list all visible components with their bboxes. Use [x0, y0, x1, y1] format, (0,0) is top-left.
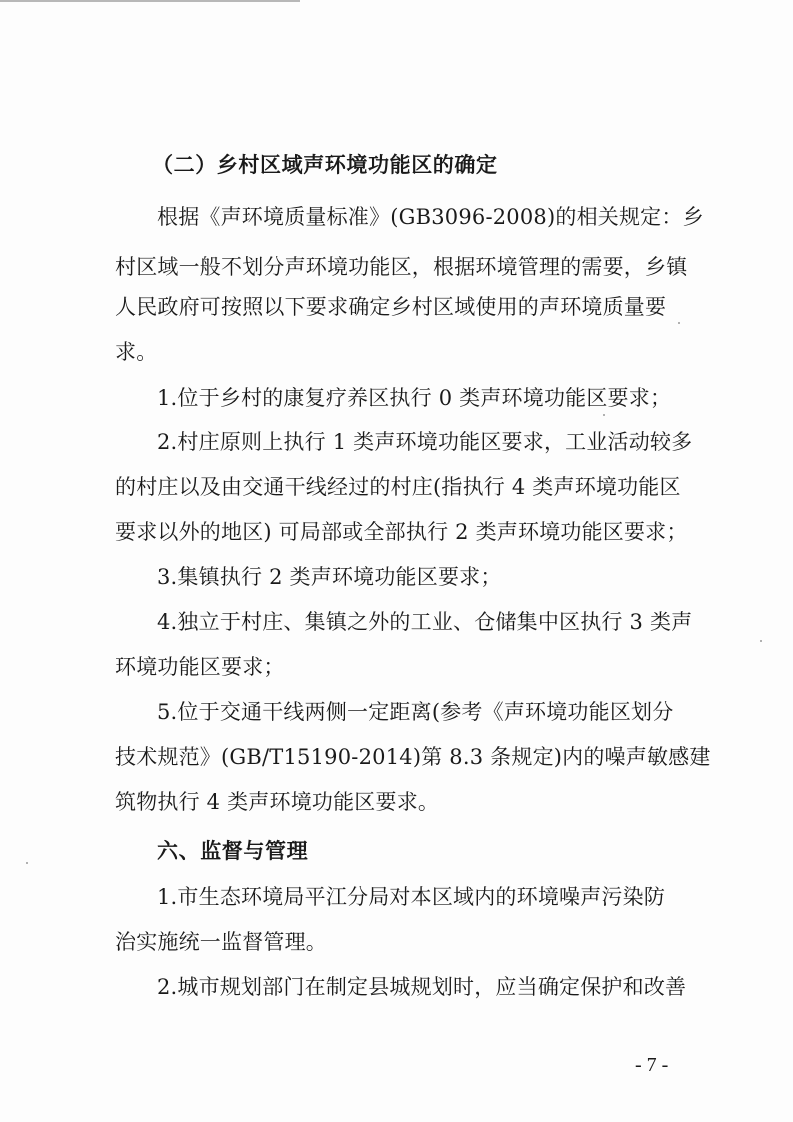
list-item: 1.市生态环境局平江分局对本区域内的环境噪声污染防: [157, 885, 666, 909]
paragraph-line: 村区域一般不划分声环境功能区，根据环境管理的需要，乡镇: [115, 255, 688, 279]
list-item-continuation: 治实施统一监督管理。: [115, 930, 327, 954]
list-item: 5.位于交通干线两侧一定距离(参考《声环境功能区划分: [157, 700, 674, 724]
list-item: 2.城市规划部门在制定县城规划时，应当确定保护和改善: [157, 975, 687, 999]
list-item-continuation: 环境功能区要求；: [115, 655, 285, 679]
section-heading-supervision: 六、监督与管理: [157, 839, 309, 863]
paragraph-line: 求。: [115, 340, 158, 364]
list-item-continuation: 技术规范》(GB/T15190-2014)第 8.3 条规定)内的噪声敏感建: [115, 745, 711, 769]
scan-speck: [603, 414, 605, 416]
scan-edge-line: [0, 0, 300, 2]
section-heading-rural: （二）乡村区域声环境功能区的确定: [152, 153, 498, 177]
page-number: - 7 -: [635, 1054, 669, 1076]
list-item-continuation: 筑物执行 4 类声环境功能区要求。: [115, 790, 440, 814]
scan-speck: [26, 862, 28, 864]
paragraph-line: 根据《声环境质量标准》(GB3096-2008)的相关规定：乡: [157, 205, 704, 229]
list-item: 1.位于乡村的康复疗养区执行 0 类声环境功能区要求；: [157, 386, 672, 410]
paragraph-line: 人民政府可按照以下要求确定乡村区域使用的声环境质量要: [115, 295, 667, 319]
list-item: 3.集镇执行 2 类声环境功能区要求；: [157, 565, 502, 589]
scan-speck: [678, 322, 680, 324]
list-item: 2.村庄原则上执行 1 类声环境功能区要求，工业活动较多: [157, 430, 693, 454]
list-item-continuation: 的村庄以及由交通干线经过的村庄(指执行 4 类声环境功能区: [115, 475, 681, 499]
scan-speck: [760, 640, 762, 642]
list-item-continuation: 要求以外的地区) 可局部或全部执行 2 类声环境功能区要求；: [115, 520, 688, 544]
list-item: 4.独立于村庄、集镇之外的工业、仓储集中区执行 3 类声: [157, 610, 693, 634]
